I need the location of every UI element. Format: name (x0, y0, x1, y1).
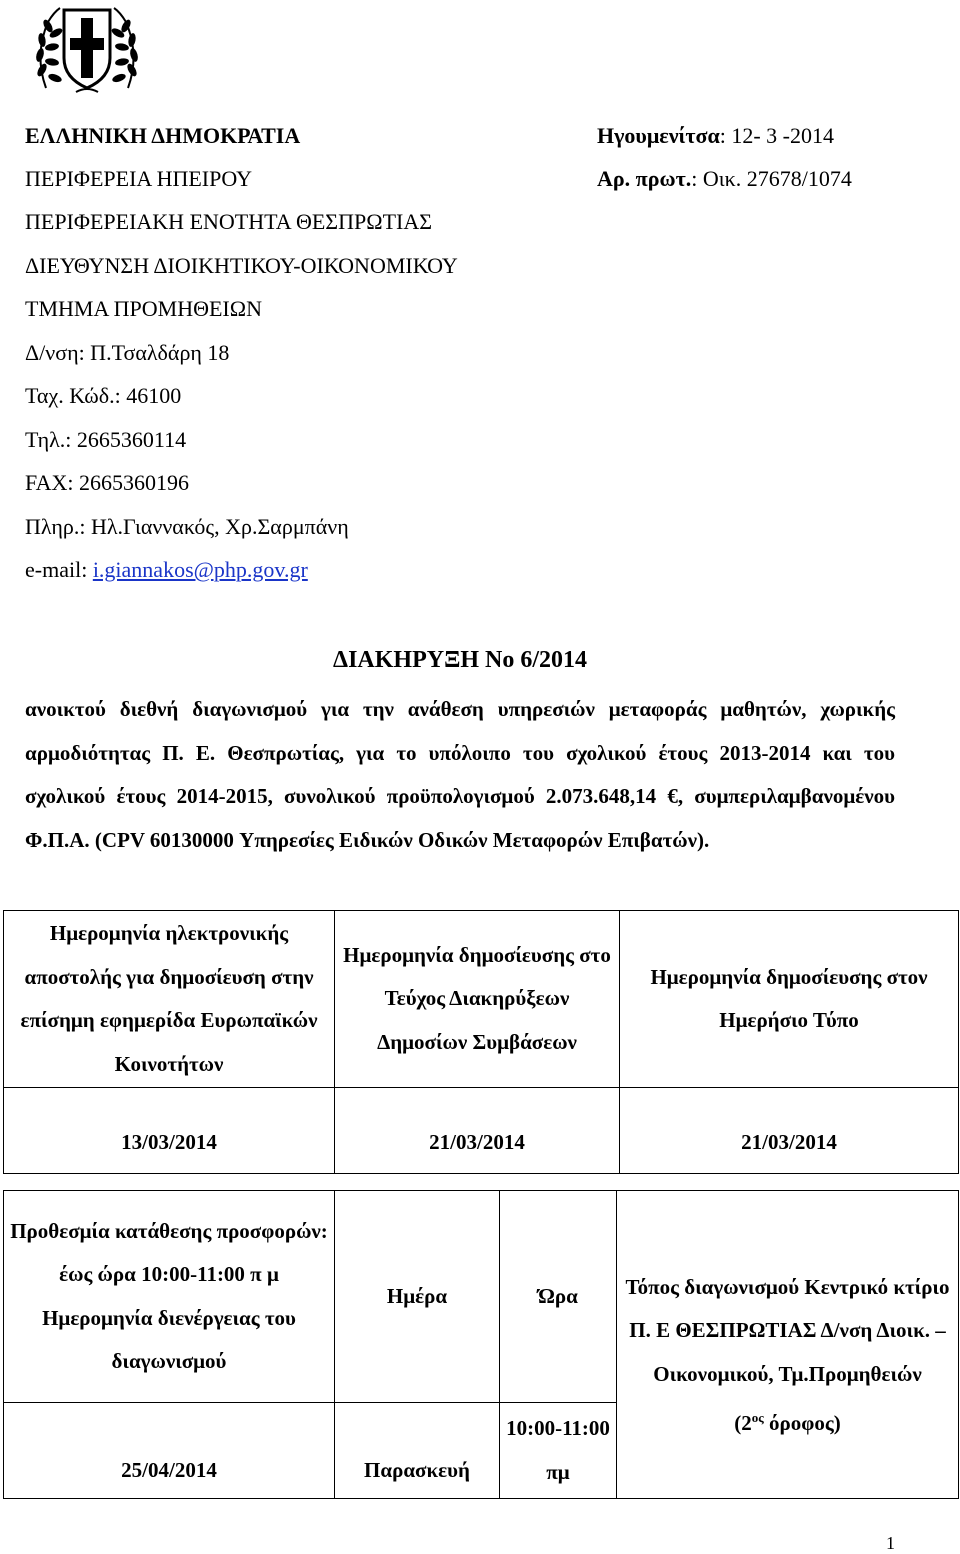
contact-email-row (25, 557, 308, 583)
header-regional-unit: ΠΕΡΙΦΕΡΕΙΑΚΗ ΕΝΟΤΗΤΑ ΘΕΣΠΡΩΤΙΑΣ (25, 209, 433, 234)
contact-postal: Ταχ. Κώδ.: 46100 (25, 383, 182, 408)
publication-dates-table (3, 910, 959, 1174)
date-value-cell: 25/04/2014 (4, 1403, 335, 1499)
email-link[interactable]: i.giannakos@php.gov.gr (92, 557, 308, 582)
header-country: ΕΛΛΗΝΙΚΗ ΔΗΜΟΚΡΑΤΙΑ (25, 123, 301, 148)
table-row (4, 1088, 959, 1174)
place-cell (617, 1191, 959, 1499)
contact-fax: FAX: 2665360196 (25, 470, 189, 495)
protocol-value: : Οικ. 27678/1074 (691, 166, 852, 191)
date-value: : 12- 3 -2014 (719, 123, 834, 148)
floor-text: ($2^{o\varsigma}$ όροφος) (734, 1410, 841, 1435)
contact-phone: Τηλ.: 2665360114 (25, 427, 187, 452)
contact-address: Δ/νση: Π.Τσαλδάρη 18 (25, 340, 230, 365)
place-text: Τόπος διαγωνισμού Κεντρικό κτίριο Π. Ε ΘΕΣΠΡΩΤΙΑΣ Δ/νση Διοικ. –Οικονομικού, Τμ.Προμηθειών (625, 1274, 950, 1386)
table-row (4, 1191, 959, 1403)
header-directorate: ΔΙΕΥΘΥΝΣΗ ΔΙΟΙΚΗΤΙΚΟΥ-ΟΙΚΟΝΟΜΙΚΟΥ (25, 253, 458, 278)
header-cell-eu-journal: Ημερομηνία ηλεκτρονικής αποστολής για δημοσίευση στην επίσημη εφημερίδα Ευρωπαϊκών Κοινοτήτων (4, 911, 335, 1088)
tender-schedule-table (3, 1190, 959, 1499)
time-value-cell: 10:00-11:00 πμ (500, 1403, 617, 1499)
header-department: ΤΜΗΜΑ ΠΡΟΜΗΘΕΙΩΝ (25, 296, 262, 321)
greek-emblem-icon (26, 0, 148, 96)
date-label: Ηγουμενίτσα (597, 123, 720, 148)
header-cell-tender-issue: Ημερομηνία δημοσίευσης στο Τεύχος Διακηρύξεων Δημοσίων Συμβάσεων (335, 911, 620, 1088)
day-label-cell: Ημέρα (335, 1191, 500, 1403)
page-number: 1 (886, 1533, 895, 1553)
header-region: ΠΕΡΙΦΕΡΕΙΑ ΗΠΕΙΡΟΥ (25, 166, 253, 191)
deadline-cell: Προθεσμία κατάθεσης προσφορών: έως ώρα 10:00-11:00 π μ Ημερομηνία διενέργειας του διαγωνισμού (4, 1191, 335, 1403)
contact-info: Πληρ.: Ηλ.Γιαννακός, Χρ.Σαρμπάνη (25, 514, 349, 539)
day-value-cell: Παρασκευή (335, 1403, 500, 1499)
time-label-cell: Ώρα (500, 1191, 617, 1403)
document-title: ΔΙΑΚΗΡΥΞΗ Νο 6/2014 (333, 647, 587, 673)
value-cell-eu-journal: 13/03/2014 (4, 1088, 335, 1174)
value-cell-daily-press: 21/03/2014 (620, 1088, 959, 1174)
table-row (4, 911, 959, 1088)
protocol-label: Αρ. πρωτ. (597, 166, 692, 191)
email-label: e-mail: (25, 557, 93, 582)
header-date (597, 123, 834, 149)
header-cell-daily-press: Ημερομηνία δημοσίευσης στον Ημερήσιο Τύπο (620, 911, 959, 1088)
value-cell-tender-issue: 21/03/2014 (335, 1088, 620, 1174)
intro-paragraph: ανοικτού διεθνή διαγωνισμού για την ανάθεση υπηρεσιών μεταφοράς μαθητών, χωρικής αρμοδιότητας Π. Ε. Θεσπρωτίας, για το υπόλοιπο του σχολικού έτους 2013-2014 και του σχολικού έτους 2014-2015, συνολικού προϋπολογισμού 2.073.648,14 €, συμπεριλαμβανομένου Φ.Π.Α. (CPV 60130000 Υπηρεσίες Ειδικών Οδικών Μεταφορών Επιβατών). (25, 697, 895, 852)
header-protocol (597, 166, 852, 192)
